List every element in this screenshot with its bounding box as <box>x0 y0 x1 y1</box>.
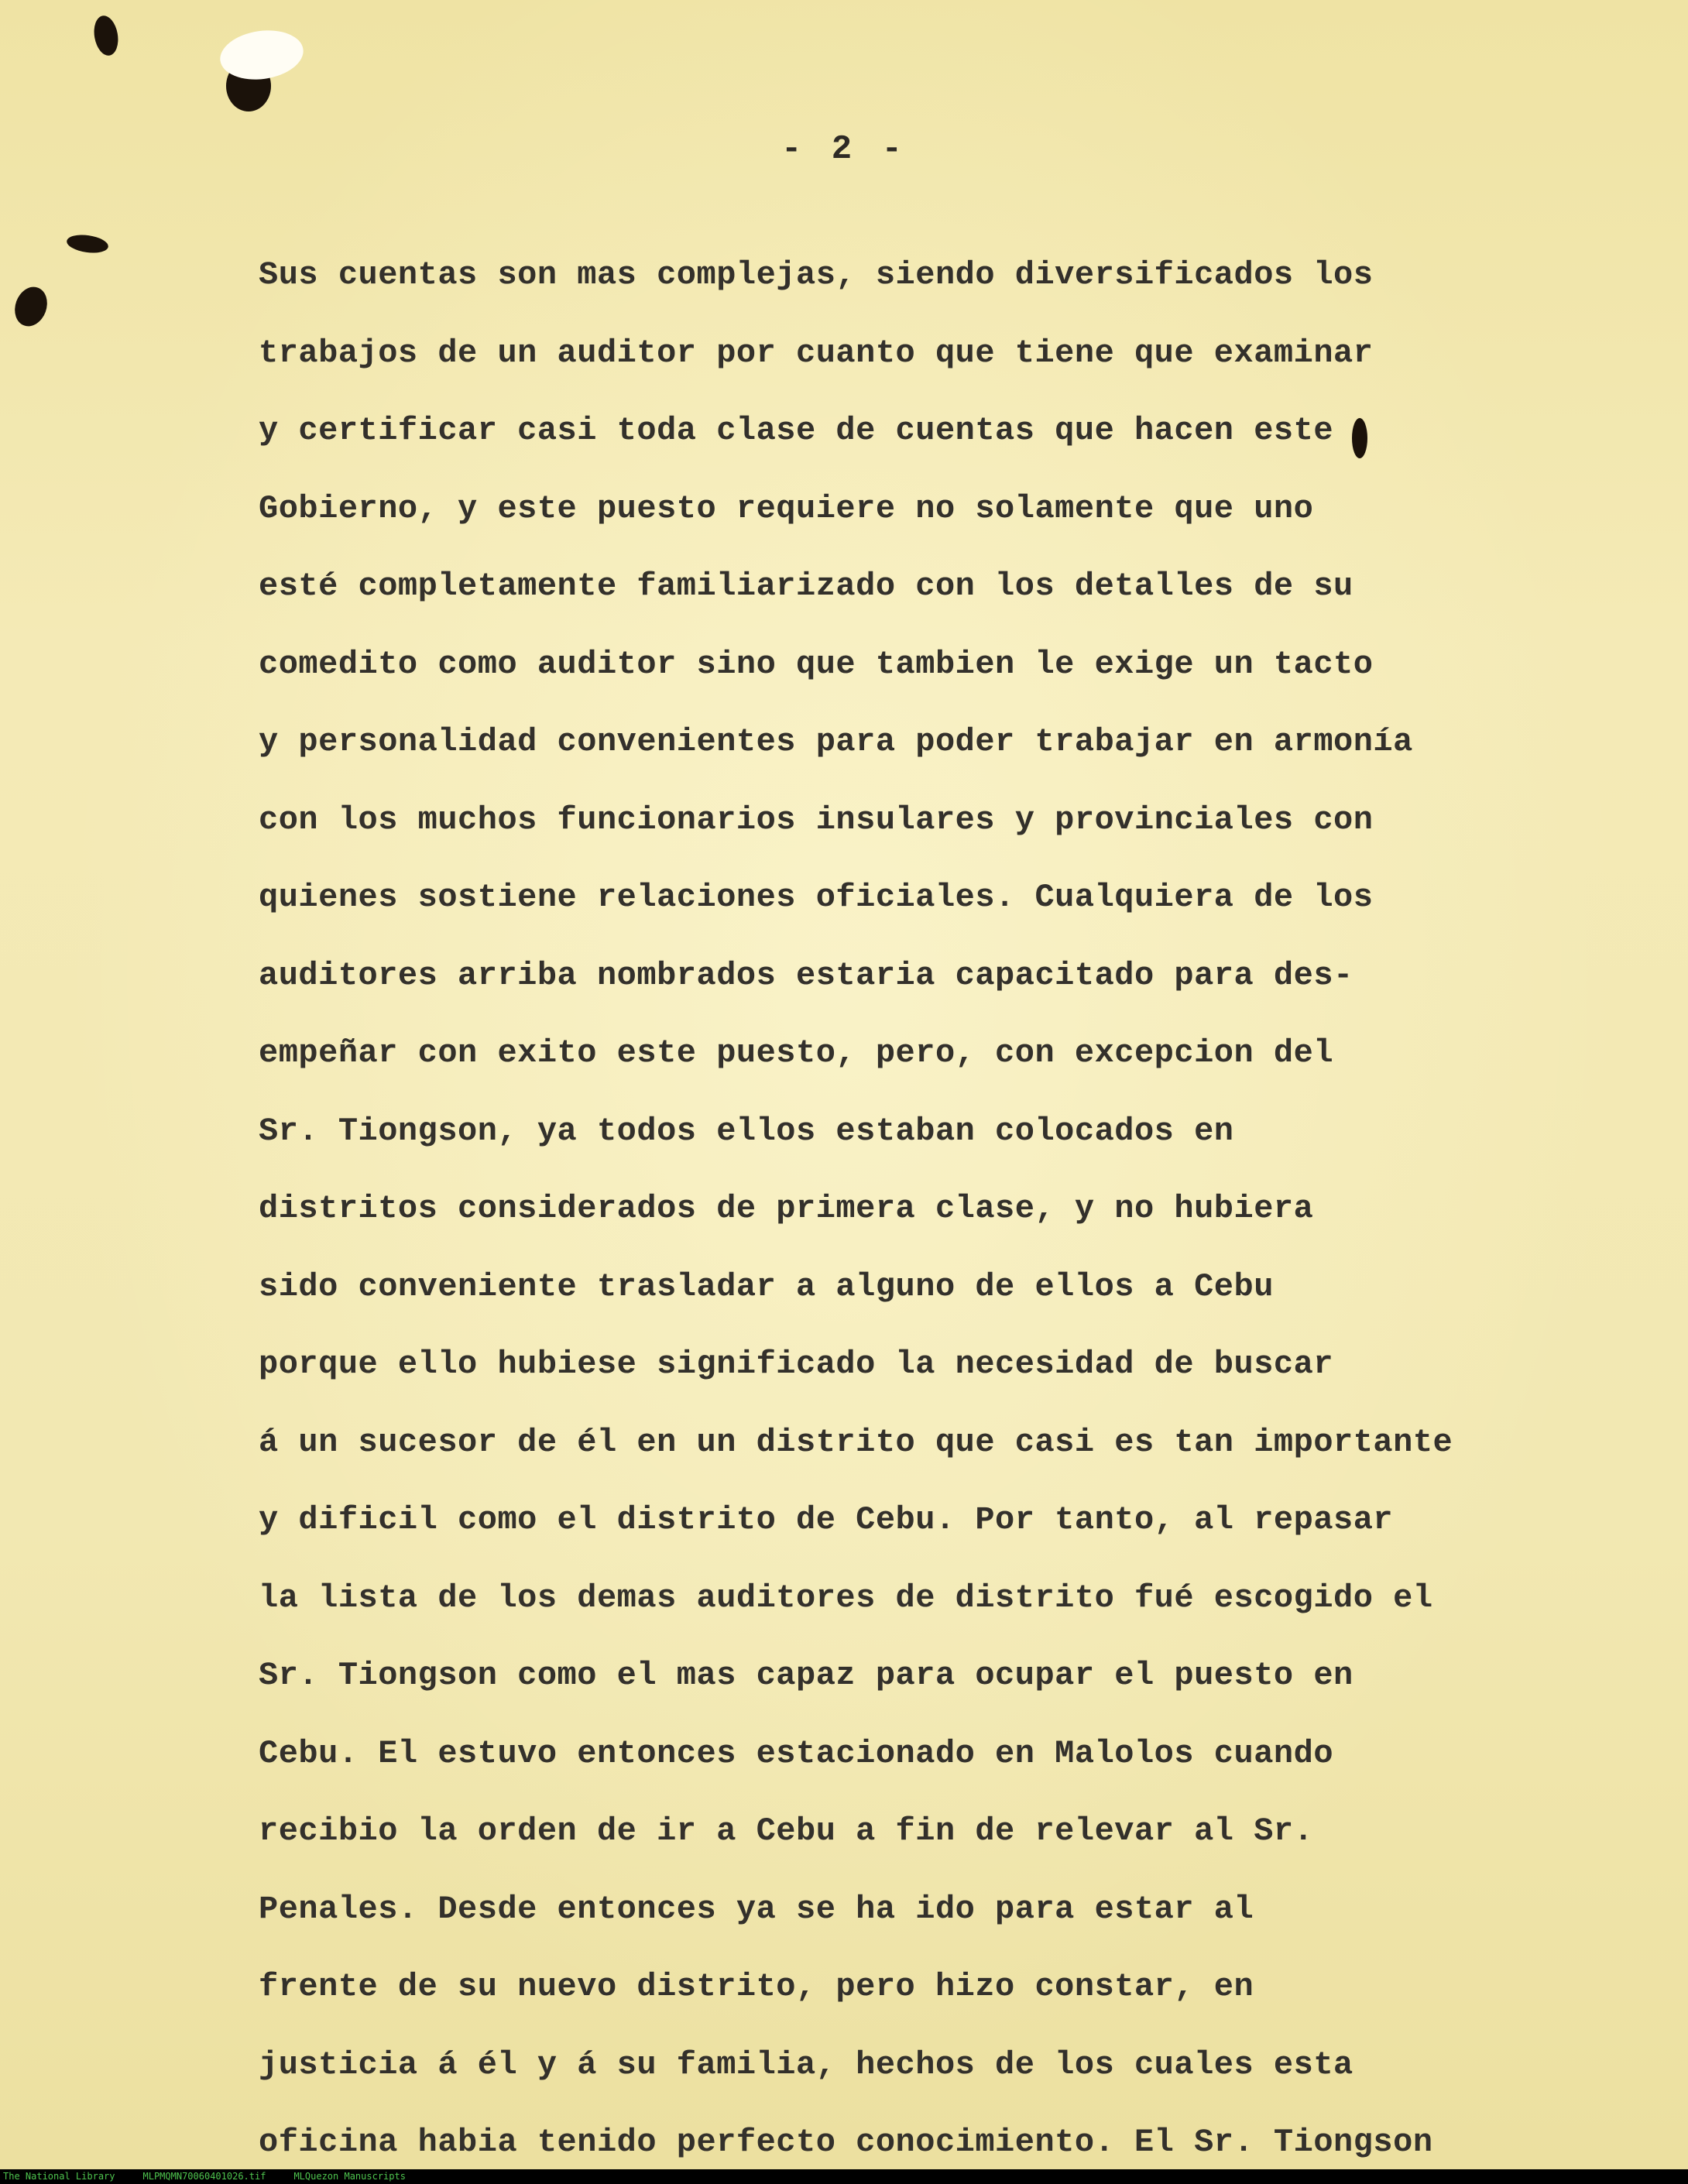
footer-library: The National Library <box>3 2171 115 2182</box>
text-line: y certificar casi toda clase de cuentas que hacen este <box>259 412 1334 449</box>
ink-stain-top <box>91 14 122 57</box>
text-line: empeñar con exito este puesto, pero, con excepcion del <box>259 1034 1334 1071</box>
text-line: Gobierno, y este puesto requiere no solamente que uno <box>259 489 1314 527</box>
text-line: trabajos de un auditor por cuanto que tiene que examinar <box>259 334 1374 372</box>
text-line: justicia á él y á su familia, hechos de los cuales esta <box>259 2045 1353 2083</box>
ink-stain-left-2 <box>9 283 52 331</box>
footer-file: MLPMQMN70060401026.tif <box>142 2171 266 2182</box>
text-line: Sus cuentas son mas complejas, siendo diversificados los <box>259 256 1374 293</box>
text-line: frente de su nuevo distrito, pero hizo constar, en <box>259 1968 1254 2005</box>
page-number: - 2 - <box>781 130 907 169</box>
text-line: oficina habia tenido perfecto conocimiento. El Sr. Tiongson <box>259 2124 1433 2161</box>
text-line: comedito como auditor sino que tambien le exige un tacto <box>259 645 1374 683</box>
letter-body <box>259 248 1688 2169</box>
text-line: Sr. Tiongson como el mas capaz para ocupar el puesto en <box>259 1657 1353 1694</box>
text-line: sido conveniente trasladar a alguno de ellos a Cebu <box>259 1267 1274 1305</box>
text-line: quienes sostiene relaciones oficiales. Cualquiera de los <box>259 879 1374 916</box>
text-line: con los muchos funcionarios insulares y provinciales con <box>259 801 1374 838</box>
text-line: esté completamente familiarizado con los detalles de su <box>259 567 1353 605</box>
text-line: auditores arriba nombrados estaria capacitado para des- <box>259 956 1353 994</box>
text-line: y dificil como el distrito de Cebu. Por tanto, al repasar <box>259 1501 1394 1538</box>
footer-collection: MLQuezon Manuscripts <box>293 2171 406 2182</box>
text-line: y personalidad convenientes para poder trabajar en armonía <box>259 723 1413 760</box>
text-line: á un sucesor de él en un distrito que casi es tan importante <box>259 1423 1453 1461</box>
ink-stain-left-1 <box>66 232 110 255</box>
text-line: porque ello hubiese significado la necesidad de buscar <box>259 1346 1334 1383</box>
text-line: Sr. Tiongson, ya todos ellos estaban colocados en <box>259 1112 1234 1150</box>
scan-footer-bar <box>0 2169 1688 2184</box>
text-line: Cebu. El estuvo entonces estacionado en Malolos cuando <box>259 1734 1334 1772</box>
text-line: distritos considerados de primera clase, y no hubiera <box>259 1190 1314 1227</box>
text-line: recibio la orden de ir a Cebu a fin de relevar al Sr. <box>259 1812 1314 1850</box>
text-line: la lista de los demas auditores de distrito fué escogido el <box>259 1579 1433 1617</box>
text-line: Penales. Desde entonces ya se ha ido para estar al <box>259 1890 1254 1928</box>
